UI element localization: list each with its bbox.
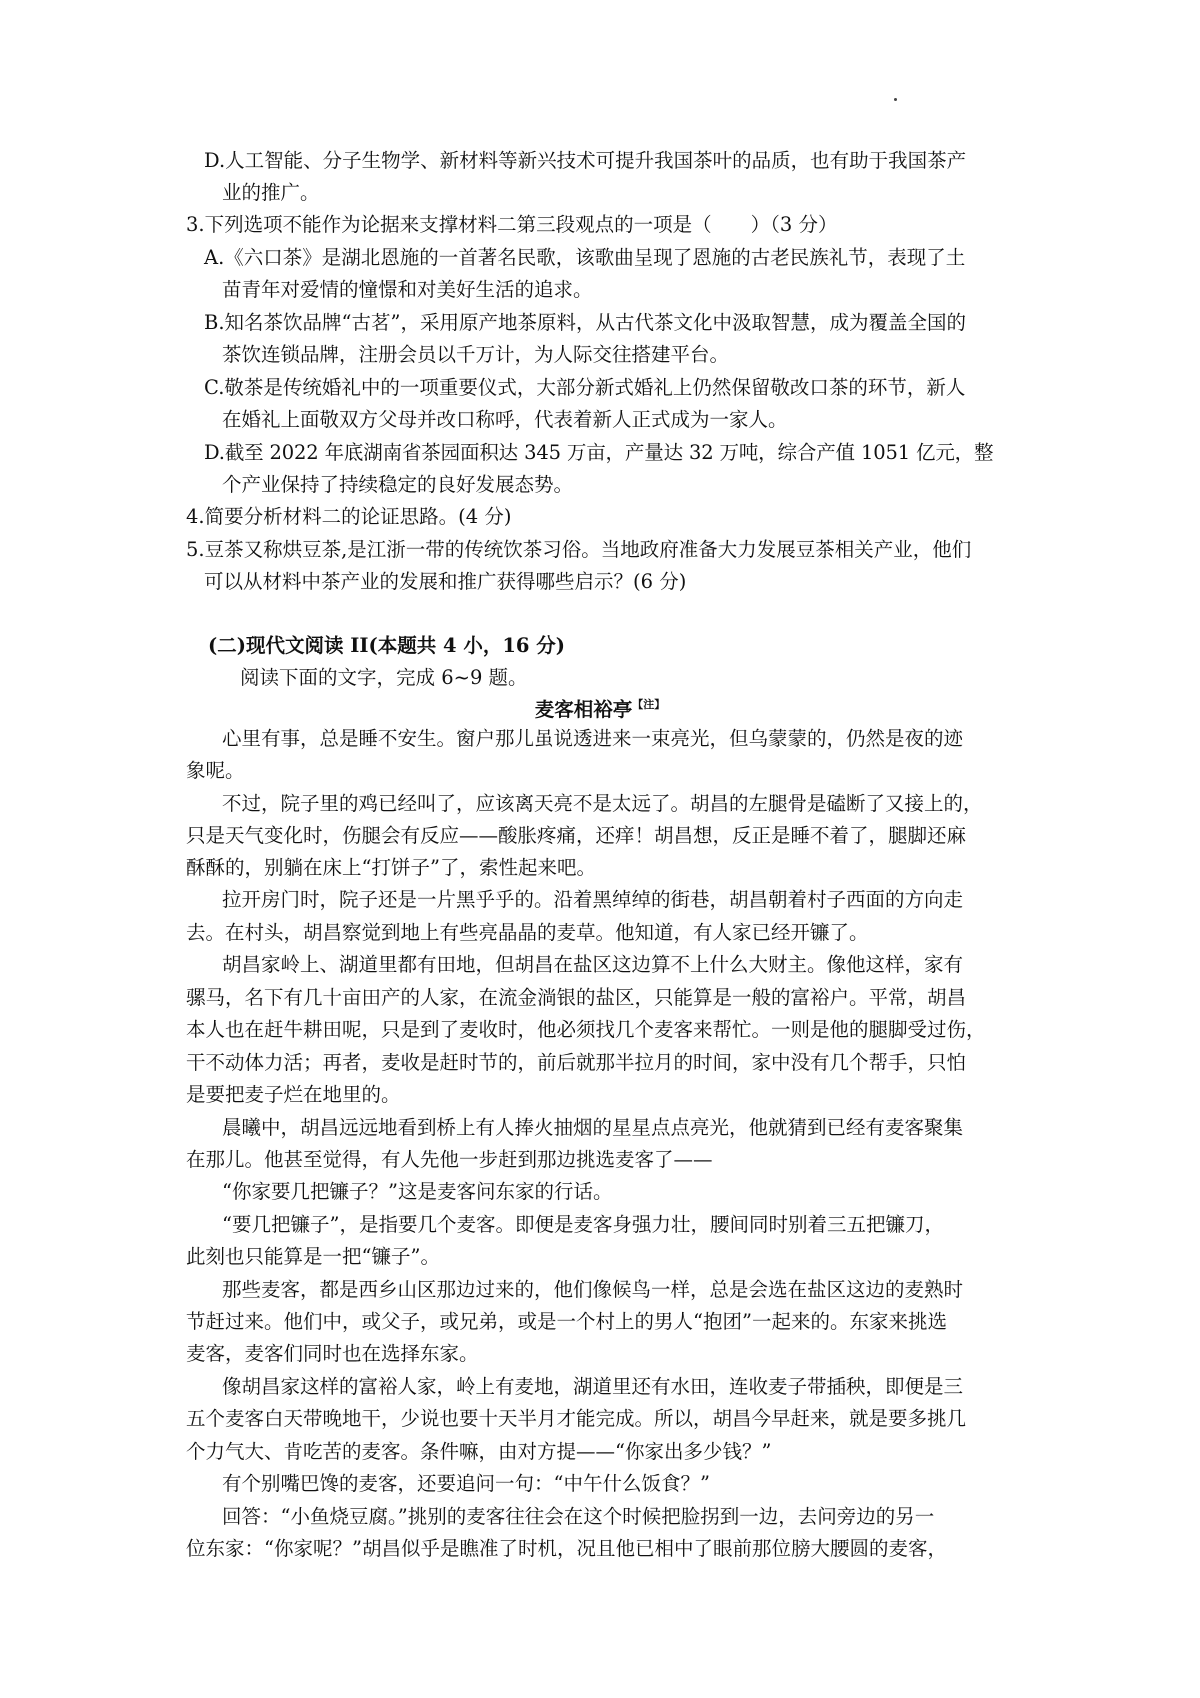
story-line: 胡昌家岭上、湖道里都有田地，但胡昌在盐区这边算不上什么大财主。像他这样，家有 — [222, 953, 964, 976]
story-line: “要几把镰子”，是指要几个麦客。即便是麦客身强力壮，腰间同时别着三五把镰刀， — [222, 1213, 944, 1236]
story-line: 五个麦客白天带晚地干，少说也要十天半月才能完成。所以，胡昌今早赶来，就是要多挑几 — [186, 1407, 967, 1430]
story-line: 在那儿。他甚至觉得，有人先他一步赶到那边挑选麦客了—— — [186, 1148, 713, 1171]
q3-option-c-line-2: 在婚礼上面敬双方父母并改口称呼，代表着新人正式成为一家人。 — [222, 408, 788, 431]
q3-option-b-line-2: 茶饮连锁品牌，注册会员以千万计，为人际交往搭建平台。 — [222, 343, 730, 366]
story-line: “你家要几把镰子？”这是麦客问东家的行话。 — [222, 1180, 613, 1203]
q3-option-b-line-1: B.知名茶饮品牌“古茗”，采用原产地茶原料，从古代茶文化中汲取智慧，成为覆盖全国的 — [204, 311, 966, 334]
q3-option-d-line-1: D.截至 2022 年底湖南省茶园面积达 345 万亩，产量达 32 万吨，综合产值 1051 亿元，整 — [204, 441, 994, 464]
story-line: 节赶过来。他们中，或父子，或兄弟，或是一个村上的男人“抱团”一起来的。东家来挑选 — [186, 1310, 947, 1333]
story-line: 此刻也只能算是一把“镰子”。 — [186, 1245, 440, 1268]
q4-text: 4.简要分析材料二的论证思路。(4 分) — [186, 505, 512, 528]
section-title: (二)现代文阅读 II(本题共 4 小，16 分) — [208, 634, 566, 657]
q3-option-c-line-1: C.敬茶是传统婚礼中的一项重要仪式，大部分新式婚礼上仍然保留敬改口茶的环节，新人 — [204, 376, 966, 399]
story-note-mark: 【注】 — [632, 698, 666, 711]
q3-option-a-line-2: 苗青年对爱情的憧憬和对美好生活的追求。 — [222, 278, 593, 301]
story-line: 酥酥的，别躺在床上“打饼子”了，索性起来吧。 — [186, 856, 596, 879]
story-line: 心里有事，总是睡不安生。窗户那儿虽说透进来一束亮光，但乌蒙蒙的，仍然是夜的迹 — [222, 727, 964, 750]
story-line: 干不动体力活；再者，麦收是赶时节的，前后就那半拉月的时间，家中没有几个帮手，只怕 — [186, 1051, 967, 1074]
story-line: 只是天气变化时，伤腿会有反应——酸胀疼痛，还痒！胡昌想，反正是睡不着了，腿脚还麻 — [186, 824, 967, 847]
story-line: 有个别嘴巴馋的麦客，还要追问一句：“中午什么饭食？” — [222, 1472, 710, 1495]
story-line: 骡马，名下有几十亩田产的人家，在流金淌银的盐区，只能算是一般的富裕户。平常，胡昌 — [186, 986, 967, 1009]
q5-line-2: 可以从材料中茶产业的发展和推广获得哪些启示？(6 分) — [204, 570, 687, 593]
q3-option-d-line-2: 个产业保持了持续稳定的良好发展态势。 — [222, 473, 574, 496]
story-line: 晨曦中，胡昌远远地看到桥上有人捧火抽烟的星星点点亮光，他就猜到已经有麦客聚集 — [222, 1116, 964, 1139]
story-line: 本人也在赶牛耕田呢，只是到了麦收时，他必须找几个麦客来帮忙。一则是他的腿脚受过伤， — [186, 1018, 986, 1041]
story-line: 麦客，麦客们同时也在选择东家。 — [186, 1342, 479, 1365]
page-dot — [894, 98, 897, 101]
section-instruction: 阅读下面的文字，完成 6~9 题。 — [240, 666, 528, 689]
story-line: 位东家：“你家呢？”胡昌似乎是瞧准了时机，况且他已相中了眼前那位膀大腰圆的麦客， — [186, 1537, 947, 1560]
story-line: 像胡昌家这样的富裕人家，岭上有麦地，湖道里还有水田，连收麦子带插秧，即便是三 — [222, 1375, 964, 1398]
story-line: 不过，院子里的鸡已经叫了，应该离天亮不是太远了。胡昌的左腿骨是磕断了又接上的， — [222, 792, 983, 815]
q3-stem: 3.下列选项不能作为论据来支撑材料二第三段观点的一项是（ ）（3 分） — [186, 213, 838, 236]
story-line: 拉开房门时，院子还是一片黑乎乎的。沿着黑绰绰的街巷，胡昌朝着村子西面的方向走 — [222, 888, 964, 911]
story-line: 回答：“小鱼烧豆腐。”挑别的麦客往往会在这个时候把脸拐到一边，去问旁边的另一 — [222, 1505, 935, 1528]
story-line: 象呢。 — [186, 759, 245, 782]
q3-option-a-line-1: A.《六口茶》是湖北恩施的一首著名民歌，该歌曲呈现了恩施的古老民族礼节，表现了土 — [204, 246, 966, 269]
q5-line-1: 5.豆茶又称烘豆茶,是江浙一带的传统饮茶习俗。当地政府准备大力发展豆茶相关产业，他们 — [186, 538, 972, 561]
story-title-text: 麦客相裕亭 — [534, 698, 633, 721]
story-line: 是要把麦子烂在地里的。 — [186, 1083, 401, 1106]
story-line: 个力气大、肯吃苦的麦客。条件嘛，由对方提——“你家出多少钱？” — [186, 1440, 772, 1463]
story-line: 那些麦客，都是西乡山区那边过来的，他们像候鸟一样，总是会选在盐区这边的麦熟时 — [222, 1278, 964, 1301]
q2-option-d-line-2: 业的推广。 — [222, 181, 320, 204]
story-line: 去。在村头，胡昌察觉到地上有些亮晶晶的麦草。他知道，有人家已经开镰了。 — [186, 921, 869, 944]
story-title — [0, 694, 1200, 722]
q2-option-d-line-1: D.人工智能、分子生物学、新材料等新兴技术可提升我国茶叶的品质，也有助于我国茶产 — [204, 149, 967, 172]
